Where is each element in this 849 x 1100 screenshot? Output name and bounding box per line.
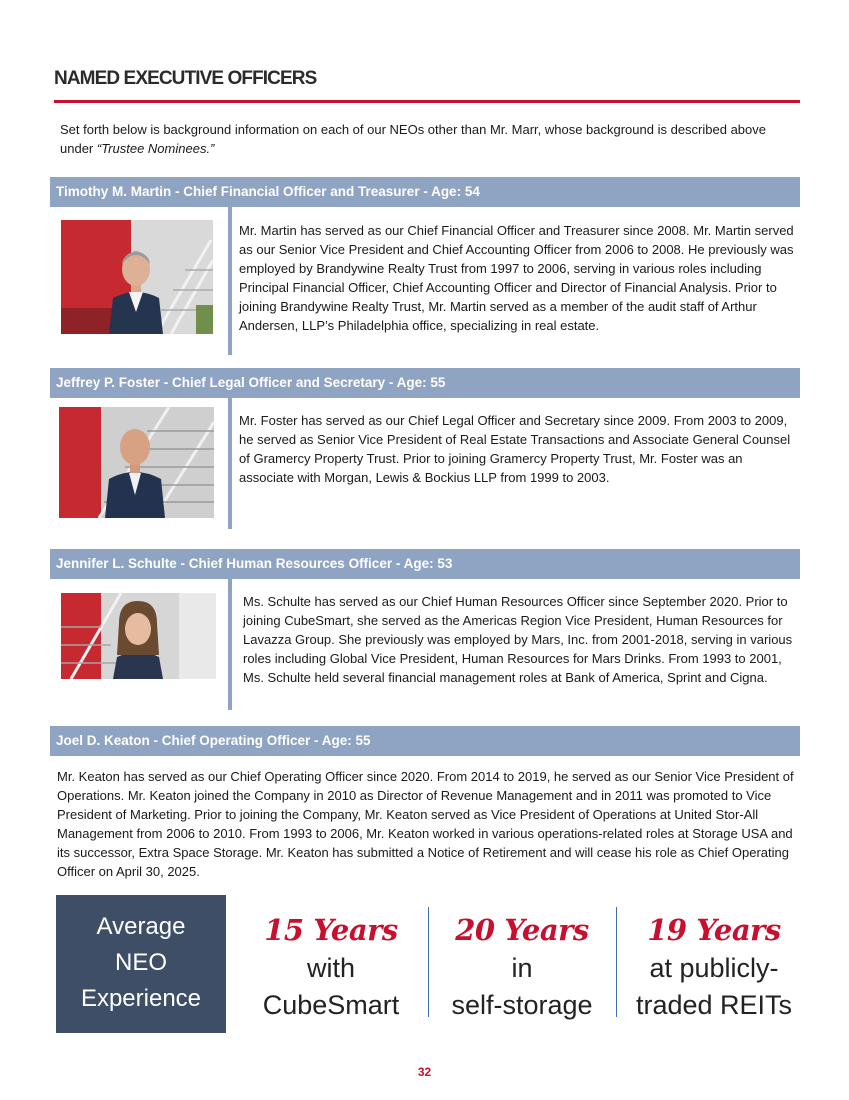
exec-bio-keaton: Mr. Keaton has served as our Chief Operating Officer since 2020. From 2014 to 2019, he served as our Senior Vice President of Operations. Mr. Keaton joined the Company in 2010 as Director of Revenue Management and in 2011 was promoted to Vice President of Marketing. Prior to joining the Company, Mr. Keaton served as Vice President of Operations at United Stor-All Management from 2006 to 2010. From 1993 to 2006, Mr. Keaton worked in various operations-related roles at Storage USA and its successor, Extra Space Storage. Mr. Keaton has submitted a Notice of Retirement and will cease his role as Chief Operating Officer on April 30, 2025. [57, 769, 794, 879]
stat-label-line1: with [306, 953, 355, 983]
page-number: 32 [417, 1065, 432, 1079]
stat-label-line1: in [511, 953, 533, 983]
exec-header-martin: Timothy M. Martin - Chief Financial Officer and Treasurer - Age: 54 [50, 177, 800, 207]
stat-divider [428, 907, 429, 1017]
exec-bio-foster: Mr. Foster has served as our Chief Legal Officer and Secretary since 2009. From 2003 to 2009, he served as Senior Vice President of Real Estate Transactions and Associate General Counsel of Gramercy Property Trust. Prior to joining Gramercy Property Trust, Mr. Foster was an associate with Morgan, Lewis & Bockius LLP from 1999 to 2003. [239, 413, 791, 485]
exec-bio-schulte: Ms. Schulte has served as our Chief Human Resources Officer since September 2020. Prior to joining CubeSmart, she served as the Americas Region Vice President, Human Resources for Lavazza Group. She previously was employed by Mars, Inc. from 2001-2018, serving in various roles including Global Vice President, Human Resources for Mars Drinks. From 1993 to 2001, Ms. Schulte held several financial management roles at Bank of America, Sprint and Cigna. [243, 594, 793, 685]
stat-value: 15 Years [264, 913, 398, 947]
stat-label-line2: self-storage [451, 990, 593, 1020]
exec-photo-foster [59, 407, 214, 518]
exec-photo-martin [61, 220, 213, 334]
exec-header-foster: Jeffrey P. Foster - Chief Legal Officer and Secretary - Age: 55 [50, 368, 800, 398]
intro-paragraph [60, 120, 795, 158]
intro-emphasis: “Trustee Nominees.” [96, 141, 215, 156]
exec-divider-martin [228, 207, 232, 355]
stat-label-line1: at publicly- [649, 953, 779, 983]
intro-text: Set forth below is background information on each of our NEOs other than Mr. Marr, whose background is described above under [60, 122, 766, 156]
stat-cubesmart [246, 910, 416, 1024]
exec-photo-schulte [61, 593, 216, 679]
exec-divider-foster [228, 398, 232, 529]
experience-box-line1: Average [96, 913, 186, 940]
exec-header-keaton: Joel D. Keaton - Chief Operating Officer - Age: 55 [50, 726, 800, 756]
experience-box [56, 895, 226, 1033]
stat-reits [628, 910, 800, 1024]
title-rule [54, 100, 800, 103]
stat-value: 19 Years [647, 913, 781, 947]
exec-header-schulte: Jennifer L. Schulte - Chief Human Resources Officer - Age: 53 [50, 549, 800, 579]
experience-box-line3: Experience [80, 985, 202, 1012]
stat-label-line2: CubeSmart [262, 990, 400, 1020]
stat-self-storage [436, 910, 608, 1024]
section-title: NAMED EXECUTIVE OFFICERS [54, 68, 317, 89]
exec-divider-schulte [228, 579, 232, 710]
stat-value: 20 Years [455, 913, 589, 947]
experience-box-line2: NEO [114, 949, 167, 976]
exec-bio-martin: Mr. Martin has served as our Chief Financial Officer and Treasurer since 2008. Mr. Martin served as our Senior Vice President and Chief Accounting Officer from 2006 to 2008. He previously was employed by Brandywine Realty Trust from 1997 to 2006, serving in various roles including Principal Financial Officer, Chief Accounting Officer and Director of Financial Analysis. Prior to joining Brandywine Realty Trust, Mr. Martin served as a member of the audit staff of Arthur Andersen, LLP’s Philadelphia office, specializing in real estate. [239, 223, 794, 333]
stat-label-line2: traded REITs [635, 990, 793, 1020]
stat-divider [616, 907, 617, 1017]
